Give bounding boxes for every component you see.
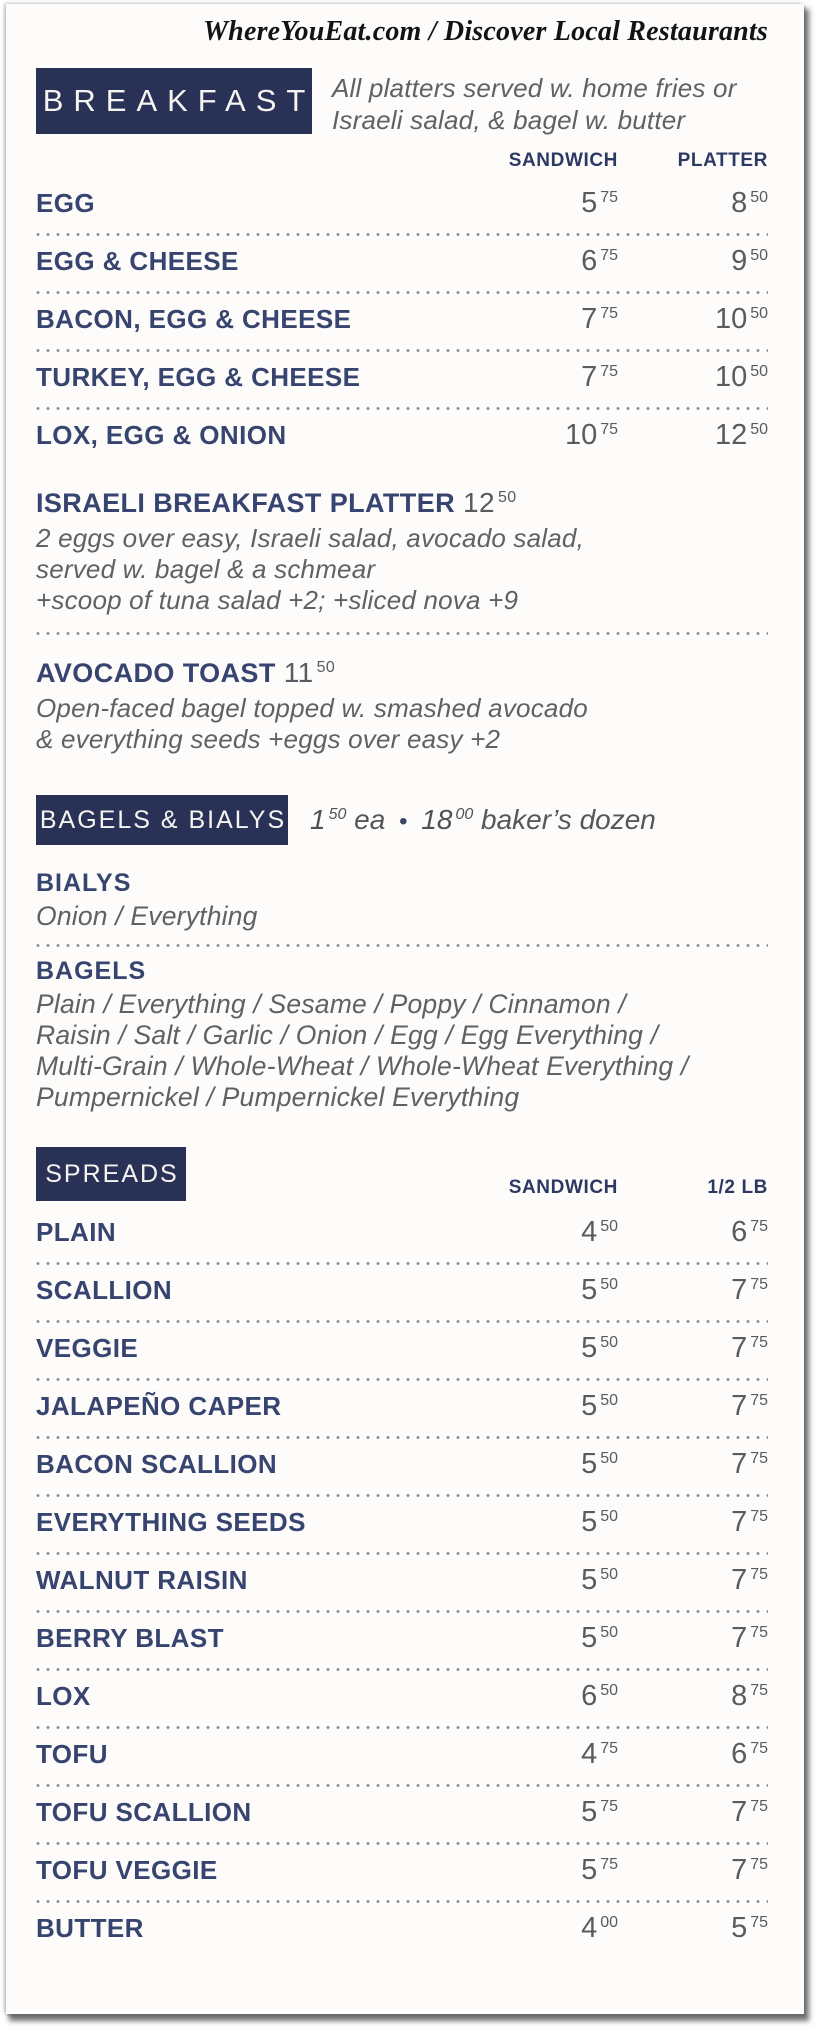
item-price-platter: 10 50 bbox=[714, 361, 768, 393]
item-price-halflb: 7 75 bbox=[731, 1622, 768, 1654]
item-price-halflb: 5 75 bbox=[731, 1912, 768, 1944]
item-name: PLAIN bbox=[36, 1217, 116, 1247]
menu-row-butter bbox=[36, 1903, 768, 1958]
menu-row-tofu-scallion bbox=[36, 1787, 768, 1842]
menu-row-turkey-egg-cheese bbox=[36, 352, 768, 407]
item-price-halflb: 7 75 bbox=[731, 1854, 768, 1886]
item-price-sandwich: 5 50 bbox=[581, 1622, 618, 1654]
menu-row-egg-cheese bbox=[36, 236, 768, 291]
bullet-separator: • bbox=[399, 808, 408, 835]
breakfast-col-sandwich: SANDWICH bbox=[508, 150, 618, 171]
item-price-platter: 12 50 bbox=[714, 419, 768, 451]
spreads-section-header bbox=[36, 1147, 768, 1201]
item-name: BUTTER bbox=[36, 1913, 144, 1943]
dozen-price: 18 00 bbox=[421, 804, 474, 835]
menu-row-bacon-scallion bbox=[36, 1439, 768, 1494]
item-price-sandwich: 5 75 bbox=[581, 187, 618, 219]
breakfast-section-header bbox=[36, 68, 768, 136]
item-price-sandwich: 4 00 bbox=[581, 1912, 618, 1944]
special-price: 11 50 bbox=[283, 657, 336, 688]
breakfast-column-headers bbox=[36, 150, 768, 172]
item-price-platter: 10 50 bbox=[714, 303, 768, 335]
menu-page bbox=[6, 4, 804, 2014]
item-price-halflb: 6 75 bbox=[731, 1216, 768, 1248]
item-price-halflb: 8 75 bbox=[731, 1680, 768, 1712]
menu-row-walnut-raisin bbox=[36, 1555, 768, 1610]
item-name: TURKEY, EGG & CHEESE bbox=[36, 362, 361, 392]
dotted-divider bbox=[36, 944, 768, 947]
menu-row-tofu-veggie bbox=[36, 1845, 768, 1900]
item-price-sandwich: 5 75 bbox=[581, 1796, 618, 1828]
spreads-col-sandwich: SANDWICH bbox=[508, 1177, 618, 1198]
item-price-halflb: 7 75 bbox=[731, 1448, 768, 1480]
menu-row-lox-spread bbox=[36, 1671, 768, 1726]
special-israeli-breakfast-platter bbox=[36, 487, 768, 616]
item-name: EGG & CHEESE bbox=[36, 246, 239, 276]
special-title: ISRAELI BREAKFAST PLATTER 12 50 bbox=[36, 487, 517, 518]
dozen-unit: baker’s dozen bbox=[481, 804, 656, 835]
item-name: EVERYTHING SEEDS bbox=[36, 1507, 306, 1537]
item-price-sandwich: 7 75 bbox=[581, 361, 618, 393]
menu-row-bacon-egg-cheese bbox=[36, 294, 768, 349]
menu-row-everything-seeds bbox=[36, 1497, 768, 1552]
item-name: BERRY BLAST bbox=[36, 1623, 224, 1653]
special-description: Open-faced bagel topped w. smashed avocado & everything seeds +eggs over easy +2 bbox=[36, 693, 588, 754]
item-price-sandwich: 5 50 bbox=[581, 1506, 618, 1538]
item-price-sandwich: 4 50 bbox=[581, 1216, 618, 1248]
item-price-platter: 9 50 bbox=[731, 245, 768, 277]
item-price-sandwich: 6 75 bbox=[581, 245, 618, 277]
item-price-halflb: 7 75 bbox=[731, 1274, 768, 1306]
menu-row-lox-egg-onion bbox=[36, 410, 768, 465]
bialys-flavors: Onion / Everything bbox=[36, 901, 258, 931]
site-title: WhereYouEat.com / Discover Local Restaurants bbox=[203, 16, 768, 47]
item-name: TOFU VEGGIE bbox=[36, 1855, 218, 1885]
item-price-sandwich: 5 50 bbox=[581, 1390, 618, 1422]
menu-row-egg bbox=[36, 178, 768, 233]
item-name: BACON SCALLION bbox=[36, 1449, 278, 1479]
special-avocado-toast bbox=[36, 657, 768, 755]
item-price-sandwich: 5 75 bbox=[581, 1854, 618, 1886]
item-price-halflb: 7 75 bbox=[731, 1796, 768, 1828]
bagels-section-header bbox=[36, 795, 768, 845]
item-name: SCALLION bbox=[36, 1275, 173, 1305]
special-description: 2 eggs over easy, Israeli salad, avocado salad, served w. bagel & a schmear +scoop of tuna salad +2; +sliced nova +9 bbox=[36, 523, 585, 615]
item-price-sandwich: 5 50 bbox=[581, 1564, 618, 1596]
menu-row-tofu bbox=[36, 1729, 768, 1784]
item-name: BACON, EGG & CHEESE bbox=[36, 304, 352, 334]
item-name: WALNUT RAISIN bbox=[36, 1565, 248, 1595]
bialys-heading: BIALYS bbox=[36, 869, 132, 897]
bagels-heading: BAGELS bbox=[36, 957, 147, 985]
item-name: LOX, EGG & ONION bbox=[36, 420, 287, 450]
item-price-sandwich: 5 50 bbox=[581, 1448, 618, 1480]
special-title: AVOCADO TOAST 11 50 bbox=[36, 657, 336, 688]
bagels-pricing bbox=[310, 804, 656, 836]
item-name: TOFU bbox=[36, 1739, 108, 1769]
item-price-halflb: 7 75 bbox=[731, 1332, 768, 1364]
item-name: EGG bbox=[36, 188, 95, 218]
menu-row-jalapeno-caper bbox=[36, 1381, 768, 1436]
item-name: LOX bbox=[36, 1681, 91, 1711]
spreads-col-halflb: 1/2 LB bbox=[707, 1177, 768, 1198]
dotted-divider bbox=[36, 632, 768, 635]
menu-row-plain bbox=[36, 1207, 768, 1262]
bagels-badge: BAGELS & BIALYS bbox=[36, 795, 288, 845]
item-price-halflb: 7 75 bbox=[731, 1390, 768, 1422]
breakfast-note-line1: All platters served w. home fries or bbox=[332, 73, 737, 103]
menu-row-scallion bbox=[36, 1265, 768, 1320]
each-unit: ea bbox=[354, 804, 386, 835]
breakfast-badge: BREAKFAST bbox=[36, 68, 312, 134]
special-price: 12 50 bbox=[463, 487, 517, 518]
spreads-badge: SPREADS bbox=[36, 1147, 186, 1201]
item-name: TOFU SCALLION bbox=[36, 1797, 252, 1827]
item-name: VEGGIE bbox=[36, 1333, 139, 1363]
bagel-flavors: Plain / Everything / Sesame / Poppy / Cinnamon / Raisin / Salt / Garlic / Onion / Egg / Egg Everything / Multi-Grain / Whole-Wheat / Whole-Wheat Everything / Pumpernickel / Pumpernickel Everything bbox=[36, 989, 689, 1112]
item-price-sandwich: 6 50 bbox=[581, 1680, 618, 1712]
breakfast-col-platter: PLATTER bbox=[677, 150, 768, 171]
item-name: JALAPEÑO CAPER bbox=[36, 1391, 282, 1421]
each-price: 1 50 bbox=[310, 804, 347, 835]
menu-row-berry-blast bbox=[36, 1613, 768, 1668]
menu-row-veggie bbox=[36, 1323, 768, 1378]
item-price-sandwich: 4 75 bbox=[581, 1738, 618, 1770]
breakfast-note-line2: Israeli salad, & bagel w. butter bbox=[332, 105, 686, 135]
item-price-halflb: 7 75 bbox=[731, 1564, 768, 1596]
item-price-sandwich: 7 75 bbox=[581, 303, 618, 335]
site-header bbox=[36, 4, 768, 48]
item-price-halflb: 6 75 bbox=[731, 1738, 768, 1770]
item-price-sandwich: 5 50 bbox=[581, 1274, 618, 1306]
breakfast-note bbox=[332, 72, 737, 136]
item-price-sandwich: 5 50 bbox=[581, 1332, 618, 1364]
item-price-halflb: 7 75 bbox=[731, 1506, 768, 1538]
item-price-sandwich: 10 75 bbox=[564, 419, 618, 451]
item-price-platter: 8 50 bbox=[731, 187, 768, 219]
